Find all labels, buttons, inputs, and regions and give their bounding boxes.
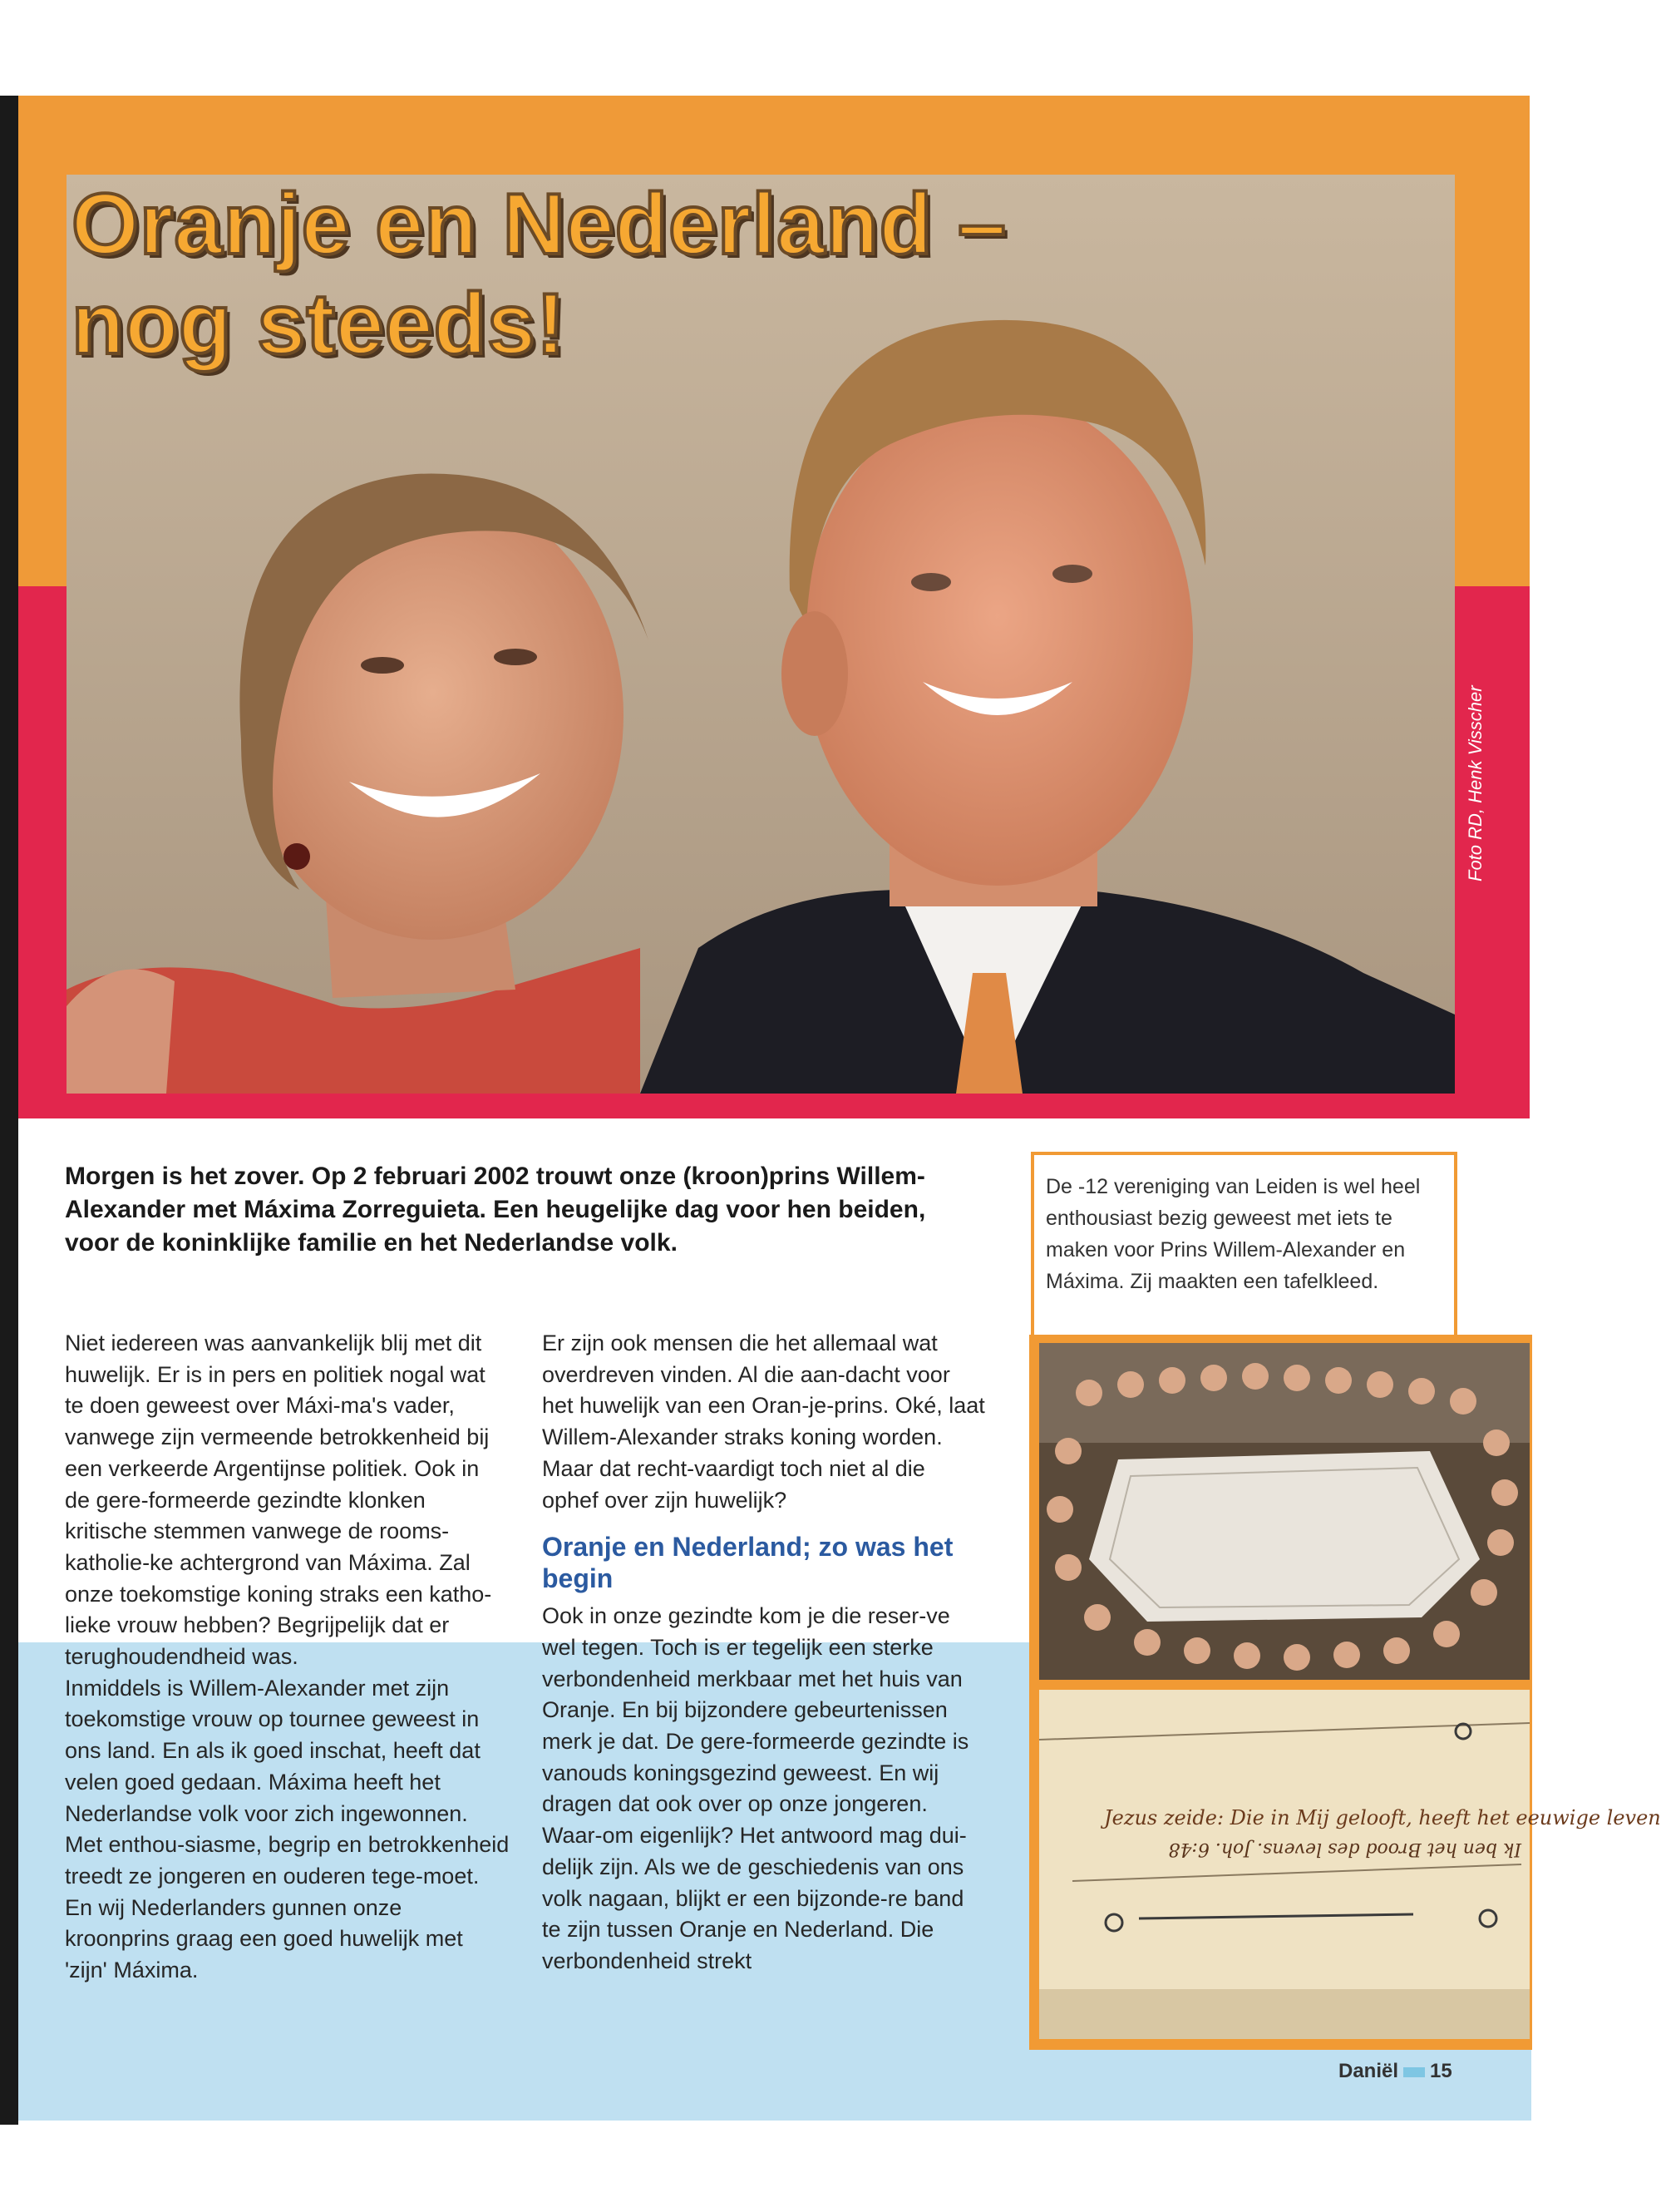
footer-marker bbox=[1403, 2067, 1425, 2077]
photo-credit: Foto RD, Henk Visscher bbox=[1465, 685, 1486, 881]
page-number: 15 bbox=[1430, 2060, 1452, 2082]
page-footer bbox=[1338, 2060, 1452, 2083]
intro-paragraph: Morgen is het zover. Op 2 februari 2002 trouwt onze (kroon)prins Willem-Alexander met Máxima Zorreguieta. Een heugelijke dag voor hen beiden, voor de koninklijke familie en het Nederlandse volk. bbox=[65, 1163, 926, 1257]
column1-paragraph-2: Inmiddels is Willem-Alexander met zijn toekomstige vrouw op tournee geweest in ons land. En als ik goed inschat, heeft dat velen goed gedaan. Máxima heeft het Nederlandse volk voor zich ingewonnen. Met enthou-siasme, begrip en betrokkenheid treedt ze jongeren en ouderen tege-moet. En wij Nederlanders gunnen onze kroonprins graag een goed huwelijk met 'zijn' Máxima. bbox=[65, 1675, 510, 1983]
group-photo bbox=[1039, 1343, 1530, 1680]
sidebar-caption: De -12 vereniging van Leiden is wel heel enthousiast bezig geweest met iets te maken voor Prins Willem-Alexander en Máxima. Zij maakten een tafelkleed. bbox=[1046, 1175, 1421, 1293]
magazine-name: Daniël bbox=[1338, 2060, 1399, 2082]
left-edge-bar bbox=[0, 96, 18, 2125]
headline-line-1: Oranje en Nederland – bbox=[71, 176, 1007, 273]
column1-paragraph-1: Niet iedereen was aanvankelijk blij met dit huwelijk. Er is in pers en politiek nogal wat te doen geweest over Máxi-ma's vader, vanwege zijn vermeende betrokkenheid bij een verkeerde Argentijnse politiek. Ook in de gere-formeerde gezindte klonken kritische stemmen vanwege de rooms-katholie-ke achtergrond van Máxima. Zal onze toekomstige koning straks een katho-lieke vrouw hebben? Begrijpelijk dat er terughoudendheid was. bbox=[65, 1331, 492, 1670]
column2-paragraph-1: Er zijn ook mensen die het allemaal wat overdreven vinden. Al die aan-dacht voor het huwelijk van een Oran-je-prins. Oké, laat Willem-Alexander straks koning worden. Maar dat recht-vaardigt toch niet al die ophef over zijn huwelijk? bbox=[542, 1331, 985, 1513]
headline-line-2: nog steeds! bbox=[71, 276, 566, 373]
section-subhead: Oranje en Nederland; zo was het begin bbox=[542, 1532, 954, 1594]
tablecloth-photo bbox=[1039, 1690, 1661, 2039]
article-column-1 bbox=[65, 1328, 510, 1987]
article-column-2 bbox=[542, 1328, 987, 1977]
column2-paragraph-2: Ook in onze gezindte kom je die reser-ve wel tegen. Toch is er tegelijk een sterke verbondenheid merkbaar met het huis van Oranje. En bij bijzondere gebeurtenissen merk je dat. De gere-formeerde gezindte is vanouds koningsgezind geweest. En wij dragen dat ook over op onze jongeren. Waar-om eigenlijk? Het antwoord mag dui-delijk zijn. Als we de geschiedenis van ons volk nagaan, blijkt er een bijzonde-re band te zijn tussen Oranje en Nederland. Die verbondenheid strekt bbox=[542, 1603, 969, 1973]
tablecloth-text-1: Jezus zeide: Die in Mij gelooft, heeft het eeuwige leven bbox=[1104, 1806, 1661, 1829]
tablecloth-text-2: Ik ben het Brood des levens. Joh. 6:48 bbox=[1168, 1839, 1521, 1859]
headline bbox=[71, 175, 1069, 374]
